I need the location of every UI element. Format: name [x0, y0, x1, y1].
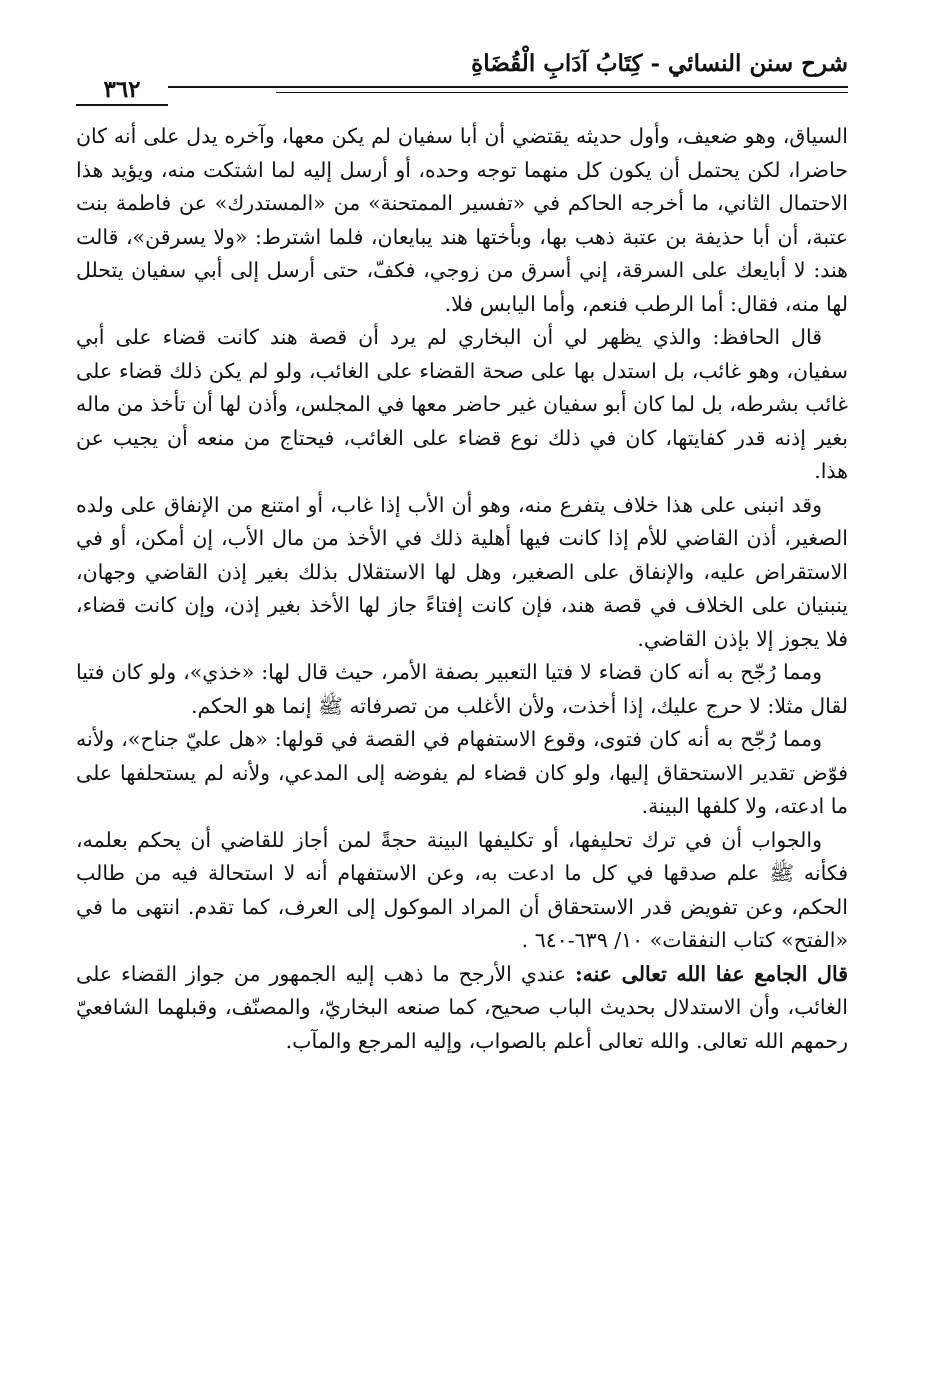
- paragraph-1: السياق، وهو ضعيف، وأول حديثه يقتضي أن أبا سفيان لم يكن معها، وآخره يدل على أنه كان حاضرا، لكن يحتمل أن يكون كل منهما توجه وحده، أو أرسل إليه لما اشتكت منه، ويؤيد هذا الاحتمال الثاني، ما أخرجه الحاكم في «تفسير الممتحنة» من «المستدرك» عن فاطمة بنت عتبة، أن أبا حذيفة بن عتبة ذهب بها، وبأختها هند يبايعان، فلما اشترط: «ولا يسرقن»، قالت هند: لا أبايعك على السرقة، إني أسرق من زوجي، فكفّ، حتى أرسل إلى أبي سفيان يتحلل لها منه، فقال: أما الرطب فنعم، وأما اليابس فلا.: [76, 124, 848, 316]
- page-number: ٣٦٢: [76, 78, 168, 102]
- conclusion-lead: قال الجامع عفا الله تعالى عنه:: [575, 961, 848, 986]
- paragraph-5: ومما رُجّح به أنه كان فتوى، وقوع الاستفهام في القصة في قولها: «هل عليّ جناح»، ولأنه فوّض تقدير الاستحقاق إليها، ولو كان قضاء لم يفوضه إلى المدعي، ولأنه لم يستحلفها على ما ادعته، ولا كلفها البينة.: [76, 727, 848, 818]
- conclusion-text: عندي الأرجح ما ذهب إليه الجمهور من جواز القضاء على الغائب، وأن الاستدلال بحديث الباب صحيح، كما صنعه البخاريّ، والمصنّف، وقبلهما الشافعيّ رحمهم الله تعالى. والله تعالى أعلم بالصواب، وإليه المرجع والمآب.: [76, 961, 848, 1053]
- book-page: [76, 48, 848, 1058]
- paragraph-6: والجواب أن في ترك تحليفها، أو تكليفها البينة حجةً لمن أجاز للقاضي أن يحكم بعلمه، فكأنه ﷺ علم صدقها في كل ما ادعت به، وعن الاستفهام أنه لا استحالة فيه من طالب الحكم، وعن تفويض قدر الاستحقاق أن المراد الموكول إلى العرف، كما تقدم. انتهى ما في «الفتح» كتاب النفقات» ١٠/ ٦٣٩-٦٤٠ .: [76, 827, 848, 952]
- conclusion-paragraph: [76, 958, 848, 1059]
- header-rule-thin: [276, 92, 848, 93]
- page-header: [76, 48, 848, 104]
- paragraph-2: قال الحافظ: والذي يظهر لي أن البخاري لم يرد أن قصة هند كانت قضاء على أبي سفيان، وهو غائب، بل استدل بها على صحة القضاء على الغائب، ولو لم يكن ذلك قضاء على غائب بشرطه، بل لما كان أبو سفيان غير حاضر معها في المجلس، وأذن لها أن تأخذ من ماله بغير إذنه قدر كفايتها، كان في ذلك نوع قضاء على الغائب، فيحتاج من منعه أن يجيب عن هذا.: [76, 325, 848, 483]
- running-title: شرح سنن النسائي - كِتَابُ آدَابِ الْقُضَاةِ: [471, 50, 848, 77]
- page-number-rule: [76, 104, 168, 106]
- paragraph-3: وقد انبنى على هذا خلاف يتفرع منه، وهو أن الأب إذا غاب، أو امتنع من الإنفاق على ولده الصغير، أذن القاضي للأم إذا كانت فيها أهلية ذلك في الأخذ من مال الأب، إن أمكن، أو في الاستقراض عليه، والإنفاق على الصغير، وهل لها الاستقلال بذلك بغير إذن القاضي وجهان، ينبنيان على الخلاف في قصة هند، فإن كانت إفتاءً جاز لها الأخذ بغير إذن، وإن كانت قضاء، فلا يجوز إلا بإذن القاضي.: [76, 492, 848, 651]
- paragraph-4: ومما رُجّح به أنه كان قضاء لا فتيا التعبير بصفة الأمر، حيث قال لها: «خذي»، ولو كان فتيا لقال مثلا: لا حرج عليك، إذا أخذت، ولأن الأغلب من تصرفاته ﷺ إنما هو الحكم.: [76, 660, 848, 718]
- header-rule: [76, 86, 848, 88]
- body-text: [76, 120, 848, 1058]
